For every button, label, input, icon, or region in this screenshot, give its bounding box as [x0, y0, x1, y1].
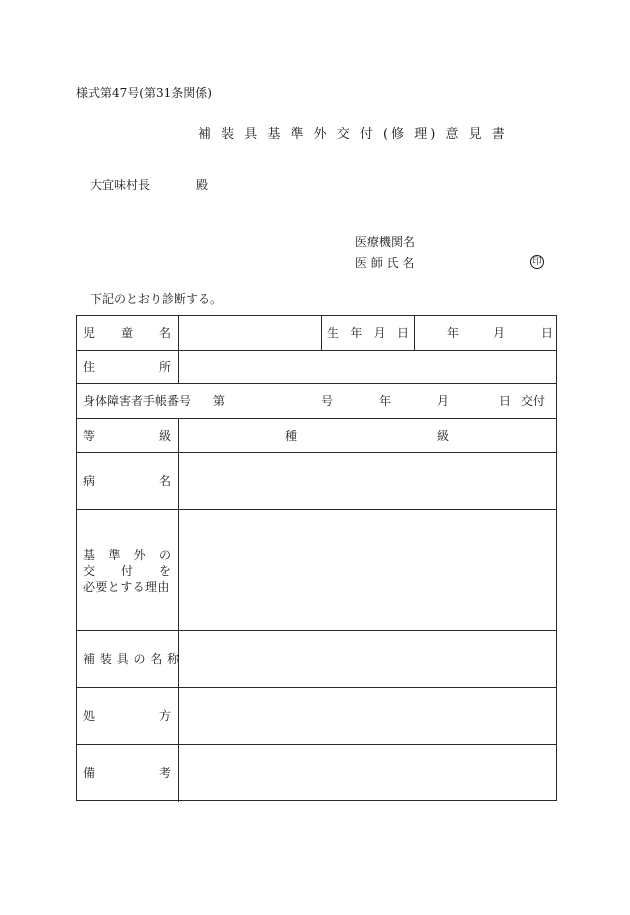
document-title: 補 装 具 基 準 外 交 付 (修 理) 意 見 書 [198, 127, 508, 142]
institution-label: 医療機関名 [355, 235, 416, 249]
label-birth-date: 生 年 月 日 [327, 326, 409, 340]
label-child-name: 児 童 名 [83, 326, 171, 340]
row-device-name [77, 631, 556, 688]
opinion-form-table [76, 315, 557, 801]
label-disease-name: 病 名 [83, 474, 171, 488]
label-device-name: 補 装 具 の 名 称 [83, 652, 180, 666]
field-grade[interactable]: 種 級 [285, 429, 450, 443]
intro-text: 下記のとおり診断する。 [90, 292, 223, 306]
row-grade [77, 419, 556, 453]
field-handbook-number[interactable]: 第 号 年 月 日 交付 [213, 394, 546, 408]
field-device-name[interactable] [179, 631, 556, 687]
addressee-name: 大宜味村長 [90, 178, 151, 192]
field-disease-name[interactable] [179, 453, 556, 509]
field-birth-date[interactable]: 年 月 日 [447, 326, 554, 340]
row-disease-name [77, 453, 556, 510]
seal-mark: 印 [530, 255, 544, 269]
row-address [77, 351, 556, 384]
label-grade: 等 級 [83, 429, 171, 443]
row-handbook-number [77, 384, 556, 419]
label-reason: 基 準 外 の 交 付 を 必要とする理由 [83, 548, 171, 594]
field-address[interactable] [179, 351, 556, 383]
label-address: 住 所 [83, 360, 171, 374]
row-prescription [77, 688, 556, 745]
doctor-name-label: 医 師 氏 名 [355, 256, 415, 270]
label-remarks: 備 考 [83, 766, 171, 780]
label-handbook-number: 身体障害者手帳番号 [83, 394, 192, 408]
addressee-honorific: 殿 [196, 178, 209, 192]
form-number: 様式第47号(第31条関係) [76, 86, 212, 100]
field-remarks[interactable] [179, 745, 556, 801]
field-child-name[interactable] [179, 316, 321, 350]
row-remarks [77, 745, 556, 802]
row-reason [77, 510, 556, 631]
row-child-name [77, 316, 556, 351]
field-reason[interactable] [179, 510, 556, 630]
label-prescription: 処 方 [83, 709, 171, 723]
field-prescription[interactable] [179, 688, 556, 744]
